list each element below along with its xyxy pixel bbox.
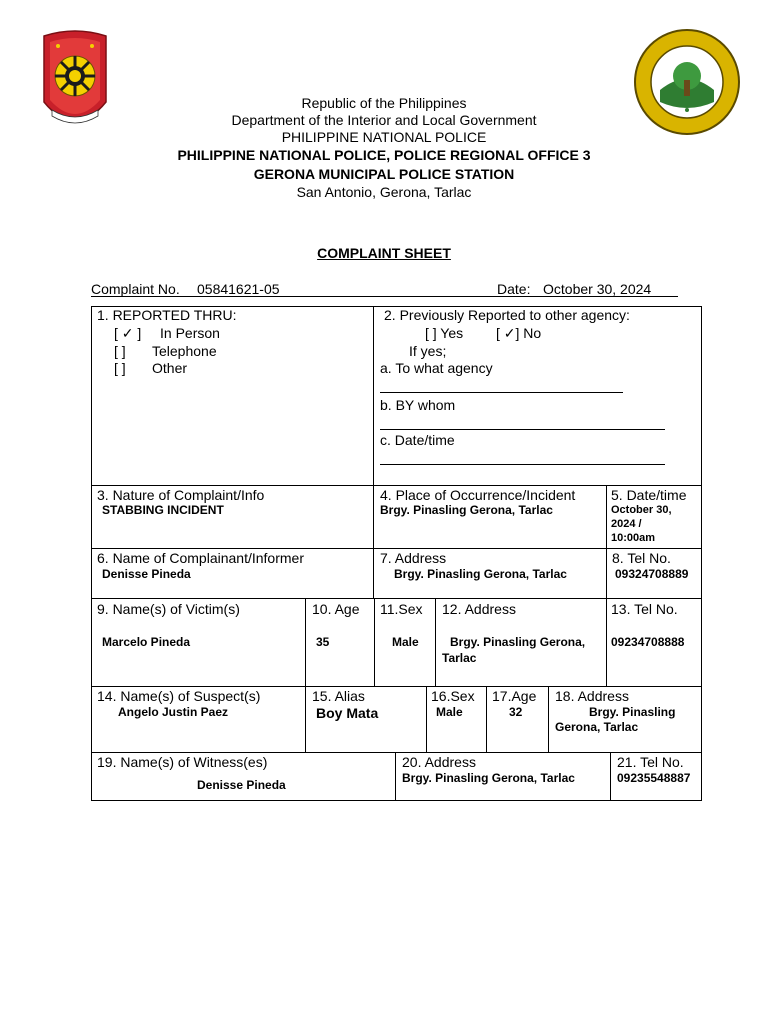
complaint-no-underline (91, 296, 401, 297)
victim-sex-label: 11.Sex (380, 601, 423, 617)
telephone-checkbox[interactable]: [ ] (114, 343, 126, 359)
victim-address-line2: Tarlac (442, 651, 477, 665)
suspect-address-line2: Gerona, Tarlac (555, 720, 639, 734)
witness-tel-label: 21. Tel No. (617, 754, 684, 770)
victim-value: Marcelo Pineda (102, 635, 191, 649)
other-label: Other (152, 360, 188, 376)
telephone-label: Telephone (152, 343, 217, 359)
victim-label: 9. Name(s) of Victim(s) (97, 601, 240, 617)
header-department: Department of the Interior and Local Government (231, 112, 537, 128)
victim-tel-value: 09234708888 (611, 635, 685, 649)
suspect-address-label: 18. Address (555, 688, 629, 704)
complainant-address-label: 7. Address (380, 550, 447, 566)
complainant-value: Denisse Pineda (102, 567, 191, 581)
if-yes-label: If yes; (409, 343, 447, 359)
nature-value: STABBING INCIDENT (102, 503, 224, 517)
reported-thru-label: 1. REPORTED THRU: (97, 307, 237, 323)
incident-datetime-label: 5. Date/time (611, 487, 687, 503)
complaint-no-value: 05841621-05 (197, 281, 280, 297)
date-underline (401, 296, 678, 297)
other-checkbox[interactable]: [ ] (114, 360, 126, 376)
witness-value: Denisse Pineda (197, 778, 286, 792)
suspect-value: Angelo Justin Paez (118, 705, 229, 719)
header-regional-office: PHILIPPINE NATIONAL POLICE, POLICE REGIONAL OFFICE 3 (177, 147, 591, 163)
victim-age-value: 35 (316, 635, 330, 649)
victim-sex-value: Male (392, 635, 419, 649)
previously-reported-label: 2. Previously Reported to other agency: (384, 307, 630, 323)
witness-tel-value: 09235548887 (617, 771, 691, 785)
complainant-label: 6. Name of Complainant/Informer (97, 550, 304, 566)
suspect-label: 14. Name(s) of Suspect(s) (97, 688, 261, 704)
header-station: GERONA MUNICIPAL POLICE STATION (253, 166, 515, 182)
victim-address-line1: Brgy. Pinasling Gerona, (450, 635, 586, 649)
agency-label: a. To what agency (380, 360, 493, 376)
datetime-label: c. Date/time (380, 432, 455, 448)
witness-label: 19. Name(s) of Witness(es) (97, 754, 268, 770)
witness-address-value: Brgy. Pinasling Gerona, Tarlac (402, 771, 575, 785)
header-address: San Antonio, Gerona, Tarlac (296, 184, 472, 200)
place-label: 4. Place of Occurrence/Incident (380, 487, 576, 503)
in-person-label: In Person (160, 325, 220, 341)
date-value: October 30, 2024 (543, 281, 652, 297)
date-label: Date: (497, 281, 531, 297)
victim-tel-label: 13. Tel No. (611, 601, 678, 617)
datetime-line (380, 464, 665, 465)
witness-address-label: 20. Address (402, 754, 476, 770)
incident-datetime-line1: October 30, (611, 504, 672, 516)
alias-value: Boy Mata (316, 705, 379, 721)
complainant-tel-label: 8. Tel No. (612, 550, 671, 566)
header-pnp: PHILIPPINE NATIONAL POLICE (281, 129, 487, 145)
suspect-age-value: 32 (509, 705, 523, 719)
suspect-sex-value: Male (436, 705, 463, 719)
alias-label: 15. Alias (312, 688, 365, 704)
suspect-address-line1: Brgy. Pinasling (589, 705, 676, 719)
complainant-tel-value: 09324708889 (615, 567, 689, 581)
place-value: Brgy. Pinasling Gerona, Tarlac (380, 503, 553, 517)
yes-checkbox[interactable]: [ ] Yes (425, 325, 464, 341)
header-republic: Republic of the Philippines (301, 95, 467, 111)
by-whom-label: b. BY whom (380, 397, 456, 413)
agency-line (380, 392, 623, 393)
page-title: COMPLAINT SHEET (317, 245, 451, 261)
suspect-sex-label: 16.Sex (431, 688, 475, 704)
suspect-age-label: 17.Age (492, 688, 537, 704)
victim-age-label: 10. Age (312, 601, 360, 617)
nature-label: 3. Nature of Complaint/Info (97, 487, 265, 503)
victim-address-label: 12. Address (442, 601, 516, 617)
incident-datetime-line3: 10:00am (611, 532, 656, 544)
by-whom-line (380, 429, 665, 430)
complainant-address-value: Brgy. Pinasling Gerona, Tarlac (394, 567, 567, 581)
complaint-no-label: Complaint No. (91, 281, 180, 297)
no-checkbox[interactable]: [ ✓] No (496, 325, 542, 341)
in-person-checkbox[interactable]: [ ✓ ] (114, 325, 142, 341)
incident-datetime-line2: 2024 / (611, 518, 642, 530)
